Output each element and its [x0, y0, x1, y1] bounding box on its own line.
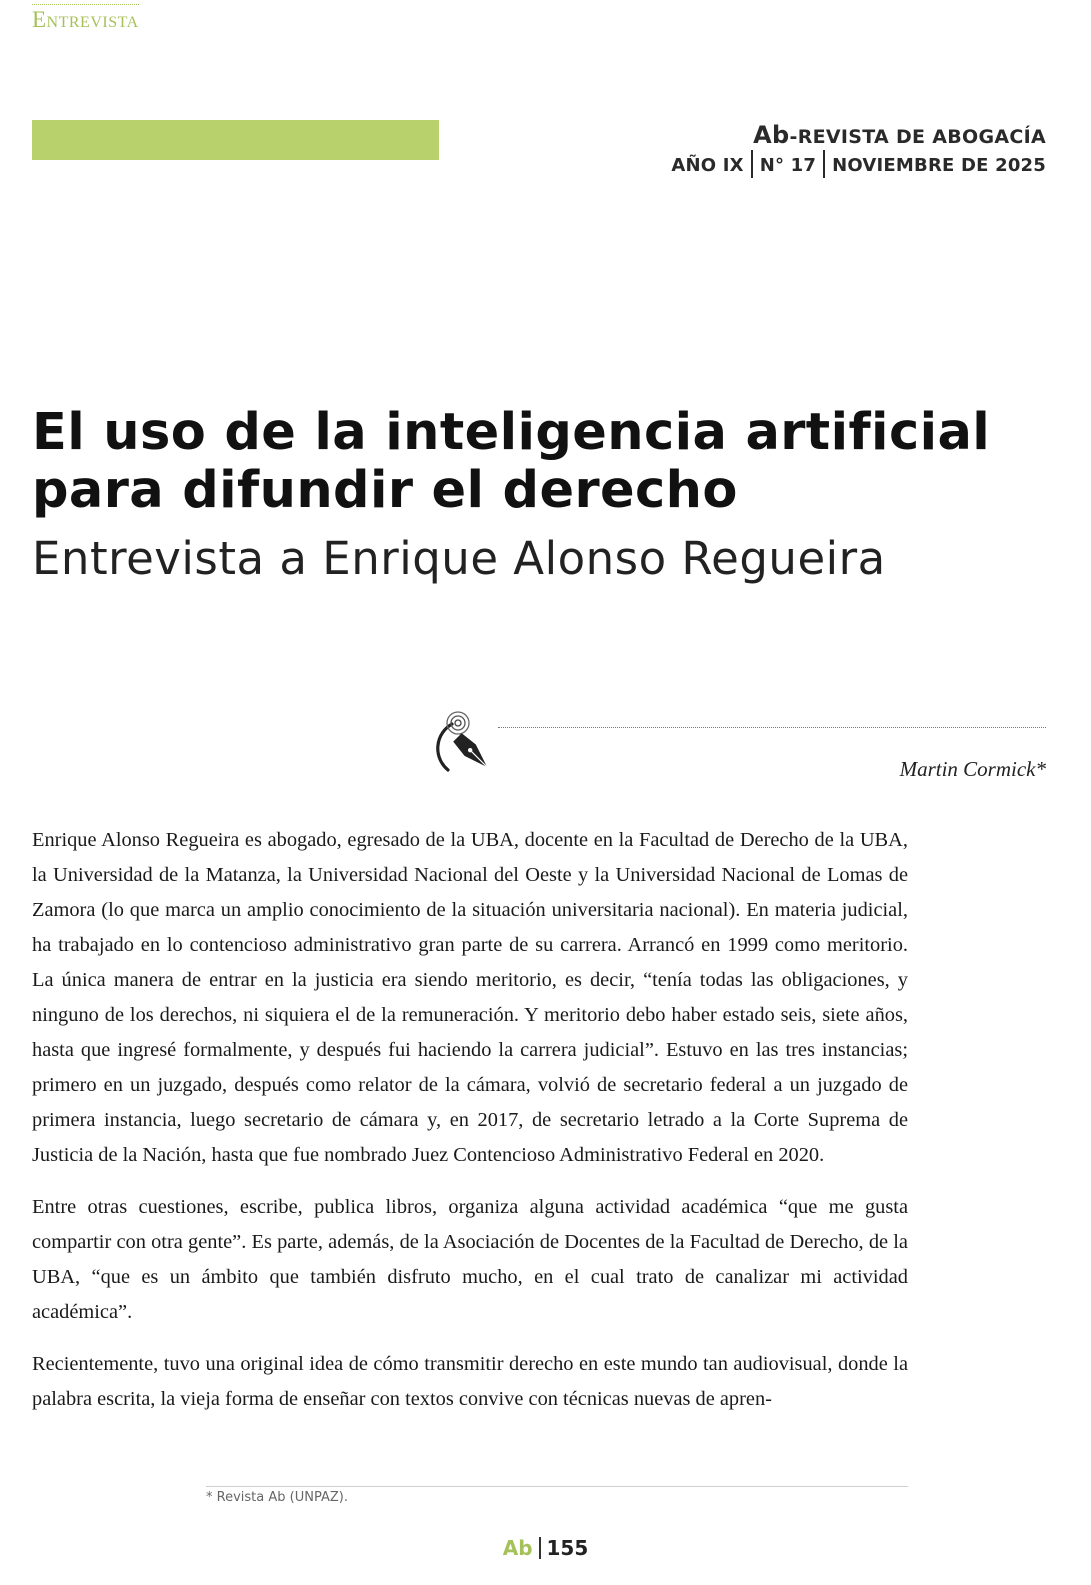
journal-meta [671, 150, 1046, 179]
article-title [32, 404, 1032, 520]
author-name: Martin Cormick* [899, 757, 1046, 781]
divider [539, 1537, 541, 1559]
paragraph: Enrique Alonso Regueira es abogado, egresado de la UBA, docente en la Facultad de Derecho de la UBA, la Universidad de la Matanza, la Universidad Nacional del Oeste y la Universidad Nacional de Lomas de Zamora (lo que marca un amplio conocimiento de la situación universitaria nacional). En materia judicial, ha trabajado en lo contencioso administrativo gran parte de su carrera. Arrancó en 1999 como meritorio. La única manera de entrar en la justicia era siendo meritorio, es decir, “tenía todas las obligaciones, y ninguno de los derechos, ni siquiera el de la remuneración. Y meritorio debo haber estado seis, siete años, hasta que ingresé formalmente, y después fui haciendo la carrera judicial”. Estuvo en las tres instancias; primero en un juzgado, después como relator de la cámara, volvió de secretario federal a un juzgado de primera instancia, luego secretario de cámara y, en 2017, de secretario letrado a la Corte Suprema de Justicia de la Nación, hasta que fue nombrado Juez Contencioso Administrativo Federal en 2020. [32, 829, 908, 1166]
journal-date: NOVIEMBRE DE 2025 [832, 155, 1046, 176]
article-subtitle: Entrevista a Enrique Alonso Regueira [32, 532, 886, 585]
footnote-rule [206, 1486, 908, 1487]
dotted-rule [498, 727, 1046, 728]
paragraph: Recientemente, tuvo una original idea de cómo transmitir derecho en este mundo tan audiovisual, donde la palabra escrita, la vieja forma de enseñar con textos convive con técnicas nuevas de apren- [32, 1353, 908, 1410]
journal-issue: N° 17 [759, 155, 817, 176]
journal-name [671, 122, 1046, 150]
fountain-pen-icon [428, 708, 502, 782]
journal-year: AÑO IX [671, 155, 744, 176]
title-line-1: El uso de la inteligencia artificial [32, 403, 991, 462]
divider [823, 150, 825, 178]
journal-header [671, 122, 1046, 179]
divider [751, 150, 753, 178]
page-number: 155 [546, 1536, 589, 1560]
footer-brand: Ab [502, 1536, 533, 1560]
accent-bar [32, 120, 439, 160]
section-tag: Entrevista [32, 4, 139, 33]
page-footer [0, 1536, 1091, 1560]
paragraph: Entre otras cuestiones, escribe, publica libros, organiza alguna actividad académica “que me gusta compartir con otra gente”. Es parte, además, de la Asociación de Docentes de la Facultad de Derecho, de la UBA, “que es un ámbito que también disfruto mucho, en el cual trato de canalizar mi actividad académica”. [32, 1196, 908, 1323]
journal-brand: Ab [753, 121, 790, 149]
journal-title: -REVISTA DE ABOGACÍA [789, 126, 1046, 148]
footnote: * Revista Ab (UNPAZ). [206, 1490, 348, 1505]
title-line-2: para difundir el derecho [32, 461, 738, 520]
article-body [32, 823, 908, 1434]
